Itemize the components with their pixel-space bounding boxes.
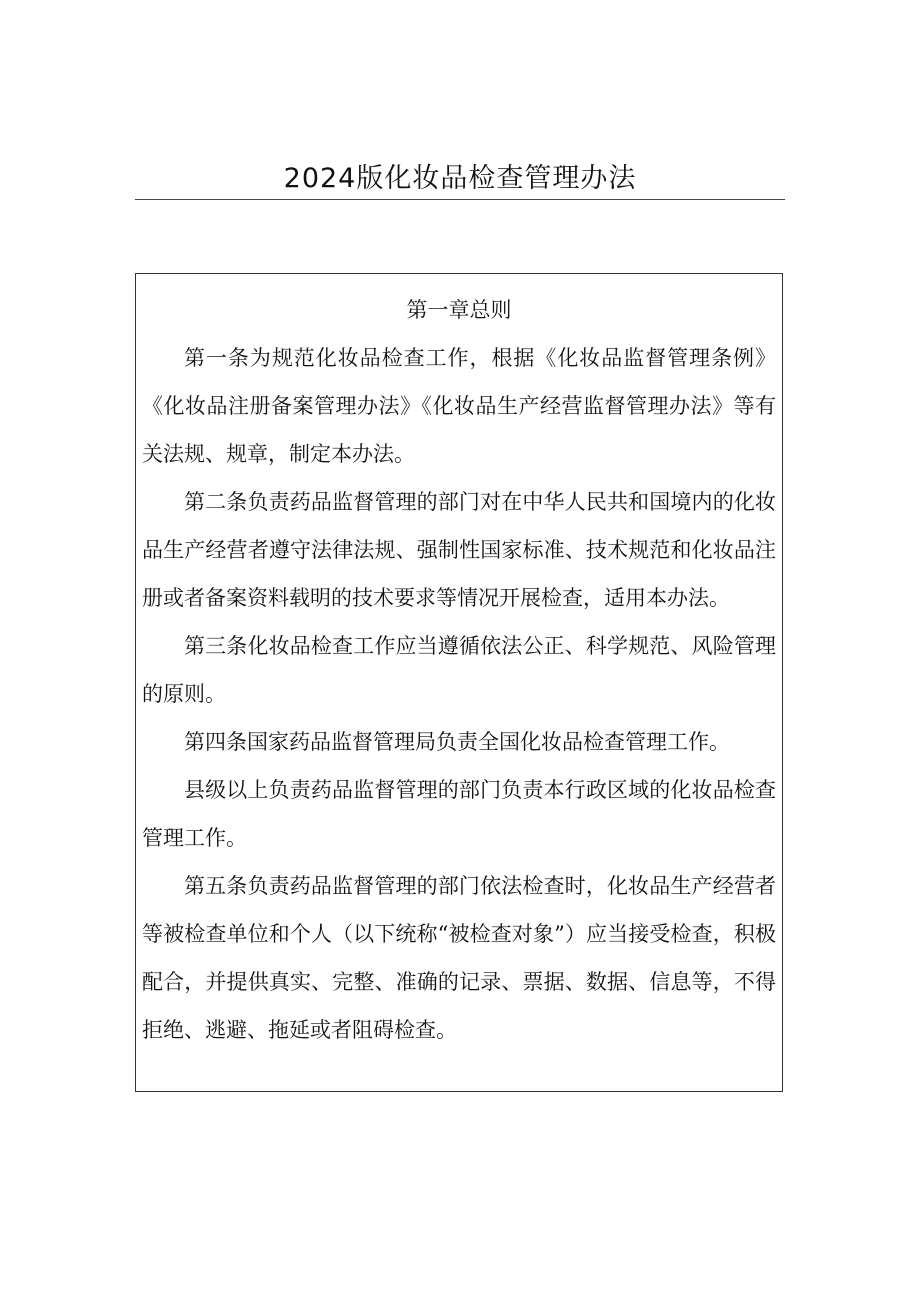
article-2-paragraph: 第二条负责药品监督管理的部门对在中华人民共和国境内的化妆品生产经营者遵守法律法规、强制性国家标准、技术规范和化妆品注册或者备案资料载明的技术要求等情况开展检查，适用本办法。 (142, 490, 776, 610)
article-4-paragraph: 第四条国家药品监督管理局负责全国化妆品检查管理工作。 (184, 730, 730, 754)
chapter-heading: 第一章总则 (406, 298, 512, 322)
content-box (135, 273, 783, 1092)
article-4-sub-paragraph: 县级以上负责药品监督管理的部门负责本行政区域的化妆品检查管理工作。 (142, 778, 776, 850)
title-underline (135, 199, 785, 200)
article-3-paragraph: 第三条化妆品检查工作应当遵循依法公正、科学规范、风险管理的原则。 (142, 634, 776, 706)
article-5-paragraph: 第五条负责药品监督管理的部门依法检查时，化妆品生产经营者等被检查单位和个人（以下统称“被检查对象”）应当接受检查，积极配合，并提供真实、完整、准确的记录、票据、数据、信息等，不得拒绝、逃避、拖延或者阻碍检查。 (142, 874, 776, 1042)
article-1-paragraph: 第一条为规范化妆品检查工作，根据《化妆品监督管理条例》《化妆品注册备案管理办法》《化妆品生产经营监督管理办法》等有关法规、规章，制定本办法。 (142, 346, 776, 466)
document-title: 2024版化妆品检查管理办法 (283, 163, 637, 194)
